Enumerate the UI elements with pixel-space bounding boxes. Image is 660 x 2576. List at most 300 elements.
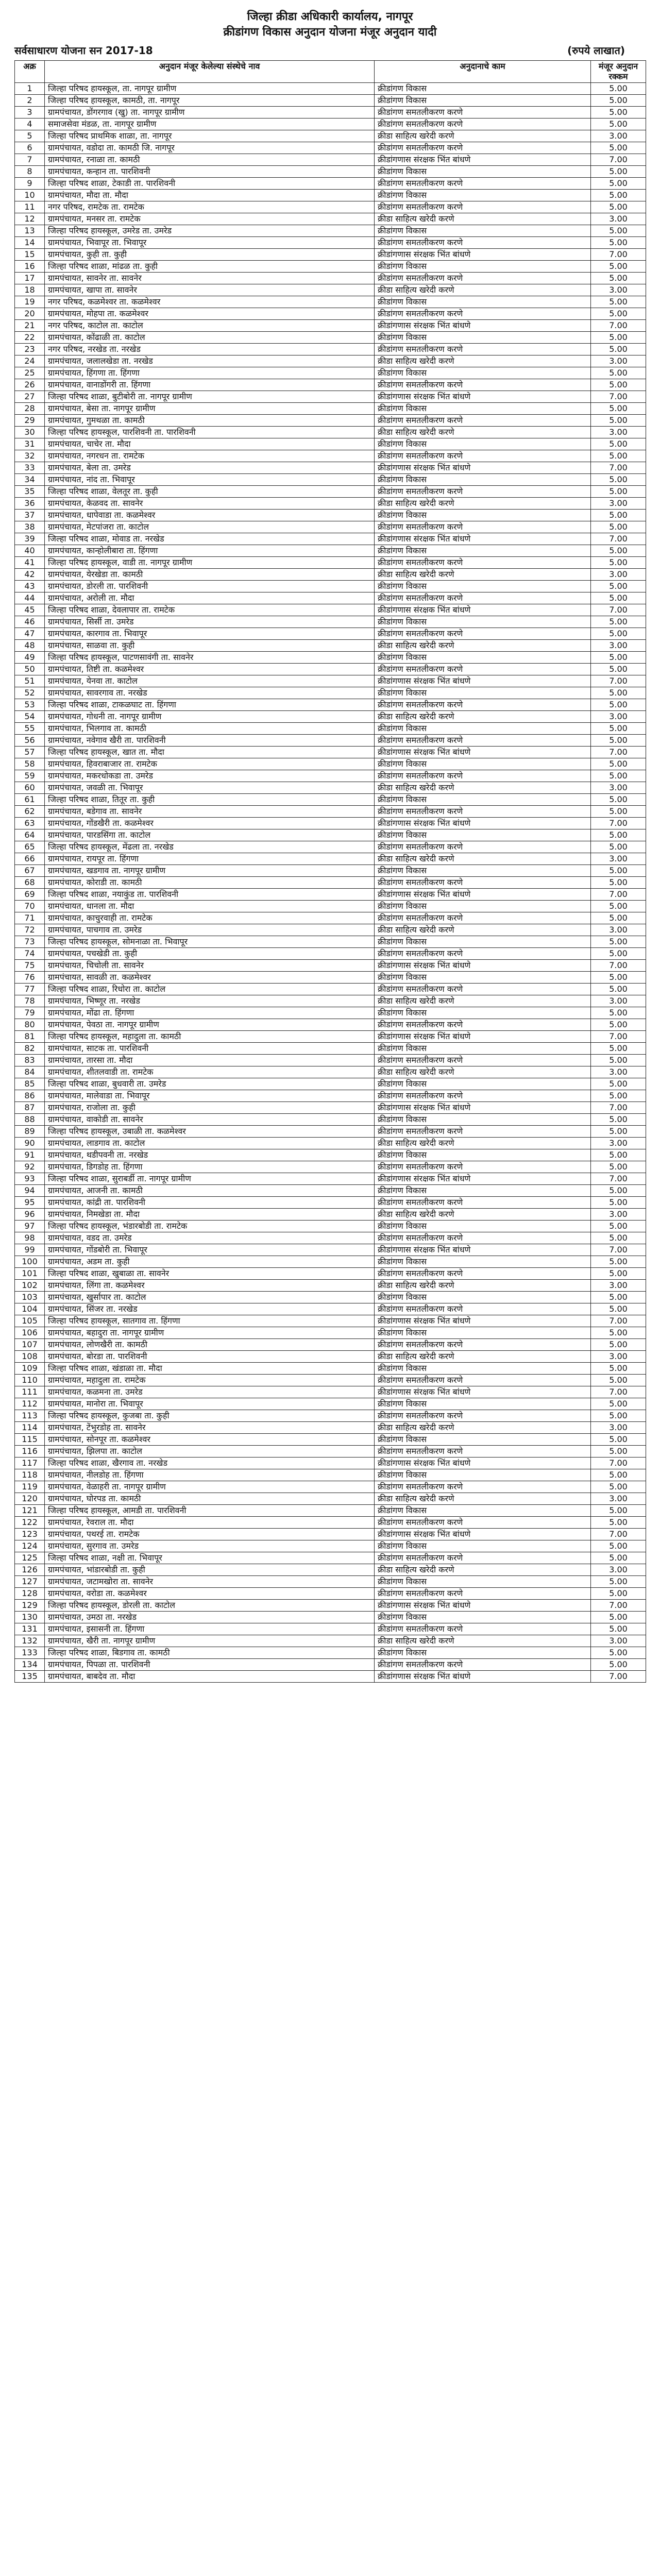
amount-cell: 5.00 <box>591 1588 646 1600</box>
serial-cell: 8 <box>15 166 45 178</box>
serial-cell: 77 <box>15 984 45 995</box>
serial-cell: 10 <box>15 190 45 201</box>
work-cell: क्रीडा साहित्य खरेदी करणे <box>375 853 591 865</box>
amount-cell: 5.00 <box>591 403 646 415</box>
institution-cell: जिल्हा परिषद शाळा, बुधवारी ता. उमरेड <box>45 1078 375 1090</box>
table-row <box>15 201 646 213</box>
work-cell: क्रीडांगण समतलीकरण करणे <box>375 1481 591 1493</box>
institution-cell: नगर परिषद, काटोल ता. काटोल <box>45 320 375 332</box>
institution-cell: ग्रामपंचायत, वरोडा ता. कळमेश्वर <box>45 1588 375 1600</box>
institution-cell: ग्रामपंचायत, चिचोली ता. सावनेर <box>45 960 375 972</box>
institution-cell: ग्रामपंचायत, मानोरा ता. भिवापूर <box>45 1398 375 1410</box>
amount-cell: 5.00 <box>591 1292 646 1303</box>
work-cell: क्रीडांगण समतलीकरण करणे <box>375 379 591 391</box>
table-row <box>15 1446 646 1458</box>
serial-cell: 21 <box>15 320 45 332</box>
institution-cell: ग्रामपंचायत, बोरडा ता. पारशिवनी <box>45 1351 375 1363</box>
work-cell: क्रीडांगण विकास <box>375 1398 591 1410</box>
work-cell: क्रीडांगण समतलीकरण करणे <box>375 1375 591 1386</box>
table-row <box>15 178 646 190</box>
institution-cell: जिल्हा परिषद शाळा, टेकाडी ता. पारशिवनी <box>45 178 375 190</box>
table-row <box>15 628 646 640</box>
institution-cell: ग्रामपंचायत, पचखेडी ता. कुही <box>45 948 375 960</box>
table-row <box>15 687 646 699</box>
institution-cell: जिल्हा परिषद हायस्कूल, महादुला ता. कामठी <box>45 1031 375 1043</box>
amount-cell: 5.00 <box>591 1327 646 1339</box>
serial-cell: 54 <box>15 711 45 723</box>
institution-cell: ग्रामपंचायत, जलालखेडा ता. नरखेड <box>45 355 375 367</box>
work-cell: क्रीडांगण समतलीकरण करणे <box>375 984 591 995</box>
amount-cell: 3.00 <box>591 1066 646 1078</box>
serial-cell: 130 <box>15 1612 45 1623</box>
serial-cell: 127 <box>15 1576 45 1588</box>
table-row <box>15 984 646 995</box>
work-cell: क्रीडांगणास संरक्षक भिंत बांधणे <box>375 747 591 758</box>
serial-cell: 47 <box>15 628 45 640</box>
amount-cell: 3.00 <box>591 853 646 865</box>
table-row <box>15 889 646 901</box>
institution-cell: जिल्हा परिषद हायस्कूल, आमडी ता. पारशिवनी <box>45 1505 375 1517</box>
work-cell: क्रीडांगण विकास <box>375 1540 591 1552</box>
col-header-institution: अनुदान मंजूर केलेल्या संस्थेचे नाव <box>45 61 375 83</box>
table-row <box>15 273 646 284</box>
table-row <box>15 462 646 474</box>
serial-cell: 106 <box>15 1327 45 1339</box>
institution-cell: ग्रामपंचायत, सावनेर ता. सावनेर <box>45 273 375 284</box>
serial-cell: 66 <box>15 853 45 865</box>
serial-cell: 61 <box>15 794 45 806</box>
amount-cell: 5.00 <box>591 628 646 640</box>
table-row <box>15 1410 646 1422</box>
serial-cell: 42 <box>15 569 45 581</box>
work-cell: क्रीडांगण समतलीकरण करणे <box>375 1197 591 1209</box>
institution-cell: जिल्हा परिषद शाळा, बुटीबोरी ता. नागपूर ग्रामीण <box>45 391 375 403</box>
table-row <box>15 237 646 249</box>
table-row <box>15 533 646 545</box>
table-row <box>15 296 646 308</box>
table-row <box>15 545 646 557</box>
table-row <box>15 1327 646 1339</box>
institution-cell: ग्रामपंचायत, कारगाव ता. भिवापूर <box>45 628 375 640</box>
serial-cell: 97 <box>15 1221 45 1232</box>
table-row <box>15 438 646 450</box>
table-row <box>15 711 646 723</box>
work-cell: क्रीडांगण समतलीकरण करणे <box>375 1019 591 1031</box>
work-cell: क्रीडांगण समतलीकरण करणे <box>375 1126 591 1138</box>
amount-cell: 5.00 <box>591 652 646 664</box>
amount-cell: 7.00 <box>591 1386 646 1398</box>
table-row <box>15 1635 646 1647</box>
work-cell: क्रीडांगण विकास <box>375 332 591 344</box>
serial-cell: 82 <box>15 1043 45 1055</box>
institution-cell: ग्रामपंचायत, धापेवाडा ता. कळमेश्वर <box>45 510 375 521</box>
serial-cell: 36 <box>15 498 45 510</box>
sub-header-row <box>14 43 646 57</box>
amount-cell: 5.00 <box>591 687 646 699</box>
table-row <box>15 1126 646 1138</box>
work-cell: क्रीडांगण विकास <box>375 1221 591 1232</box>
work-cell: क्रीडांगणास संरक्षक भिंत बांधणे <box>375 1529 591 1540</box>
amount-cell: 5.00 <box>591 758 646 770</box>
serial-cell: 110 <box>15 1375 45 1386</box>
work-cell: क्रीडांगण विकास <box>375 403 591 415</box>
amount-cell: 5.00 <box>591 829 646 841</box>
institution-cell: ग्रामपंचायत, जटामखोरा ता. सावनेर <box>45 1576 375 1588</box>
work-cell: क्रीडा साहित्य खरेदी करणे <box>375 427 591 438</box>
institution-cell: ग्रामपंचायत, नांद ता. भिवापूर <box>45 474 375 486</box>
amount-cell: 5.00 <box>591 1375 646 1386</box>
table-row <box>15 1481 646 1493</box>
work-cell: क्रीडांगण विकास <box>375 1078 591 1090</box>
amount-cell: 7.00 <box>591 1458 646 1469</box>
serial-cell: 9 <box>15 178 45 190</box>
table-row <box>15 521 646 533</box>
amount-cell: 5.00 <box>591 770 646 782</box>
table-row <box>15 1292 646 1303</box>
work-cell: क्रीडा साहित्य खरेदी करणे <box>375 1422 591 1434</box>
work-cell: क्रीडांगणास संरक्षक भिंत बांधणे <box>375 1386 591 1398</box>
work-cell: क्रीडांगण विकास <box>375 936 591 948</box>
work-cell: क्रीडांगण समतलीकरण करणे <box>375 308 591 320</box>
work-cell: क्रीडा साहित्य खरेदी करणे <box>375 1351 591 1363</box>
work-cell: क्रीडांगण समतलीकरण करणे <box>375 699 591 711</box>
work-cell: क्रीडा साहित्य खरेदी करणे <box>375 213 591 225</box>
amount-cell: 5.00 <box>591 1043 646 1055</box>
amount-cell: 3.00 <box>591 1138 646 1149</box>
col-header-serial: अक्र <box>15 61 45 83</box>
amount-cell: 5.00 <box>591 1647 646 1659</box>
table-row <box>15 1588 646 1600</box>
amount-cell: 5.00 <box>591 545 646 557</box>
amount-cell: 5.00 <box>591 344 646 355</box>
table-row <box>15 355 646 367</box>
work-cell: क्रीडांगण समतलीकरण करणे <box>375 877 591 889</box>
serial-cell: 118 <box>15 1469 45 1481</box>
amount-cell: 5.00 <box>591 178 646 190</box>
serial-cell: 116 <box>15 1446 45 1458</box>
table-row <box>15 284 646 296</box>
amount-cell: 7.00 <box>591 249 646 261</box>
table-row <box>15 308 646 320</box>
institution-cell: ग्रामपंचायत, वडद ता. उमरेड <box>45 1232 375 1244</box>
serial-cell: 50 <box>15 664 45 675</box>
table-row <box>15 1280 646 1292</box>
amount-cell: 5.00 <box>591 1469 646 1481</box>
work-cell: क्रीडांगण विकास <box>375 901 591 912</box>
institution-cell: जिल्हा परिषद शाळा, बिडगाव ता. कामठी <box>45 1647 375 1659</box>
work-cell: क्रीडांगणास संरक्षक भिंत बांधणे <box>375 604 591 616</box>
table-row <box>15 213 646 225</box>
table-header-row <box>15 61 646 83</box>
serial-cell: 2 <box>15 95 45 107</box>
serial-cell: 123 <box>15 1529 45 1540</box>
table-row <box>15 1173 646 1185</box>
work-cell: क्रीडांगण विकास <box>375 581 591 592</box>
table-row <box>15 1517 646 1529</box>
institution-cell: ग्रामपंचायत, शीतलवाडी ता. रामटेक <box>45 1066 375 1078</box>
serial-cell: 72 <box>15 924 45 936</box>
amount-cell: 5.00 <box>591 1410 646 1422</box>
serial-cell: 16 <box>15 261 45 273</box>
amount-cell: 7.00 <box>591 675 646 687</box>
institution-cell: जिल्हा परिषद शाळा, खुबाळा ता. सावनेर <box>45 1268 375 1280</box>
table-row <box>15 1375 646 1386</box>
work-cell: क्रीडांगण विकास <box>375 1469 591 1481</box>
amount-cell: 3.00 <box>591 640 646 652</box>
table-row <box>15 1386 646 1398</box>
table-row <box>15 1303 646 1315</box>
institution-cell: ग्रामपंचायत, नीलडोह ता. हिंगणा <box>45 1469 375 1481</box>
amount-cell: 3.00 <box>591 569 646 581</box>
work-cell: क्रीडांगण विकास <box>375 723 591 735</box>
work-cell: क्रीडांगण विकास <box>375 865 591 877</box>
work-cell: क्रीडांगण विकास <box>375 225 591 237</box>
table-row <box>15 1600 646 1612</box>
work-cell: क्रीडांगण विकास <box>375 261 591 273</box>
amount-cell: 5.00 <box>591 225 646 237</box>
serial-cell: 7 <box>15 154 45 166</box>
amount-cell: 7.00 <box>591 533 646 545</box>
amount-cell: 5.00 <box>591 806 646 818</box>
serial-cell: 34 <box>15 474 45 486</box>
institution-cell: ग्रामपंचायत, मालेवाडा ता. भिवापूर <box>45 1090 375 1102</box>
table-row <box>15 1434 646 1446</box>
table-row <box>15 995 646 1007</box>
institution-cell: ग्रामपंचायत, महादुला ता. रामटेक <box>45 1375 375 1386</box>
work-cell: क्रीडांगण विकास <box>375 1647 591 1659</box>
table-row <box>15 652 646 664</box>
institution-cell: ग्रामपंचायत, हिंगणा ता. हिंगणा <box>45 367 375 379</box>
table-row <box>15 1505 646 1517</box>
serial-cell: 80 <box>15 1019 45 1031</box>
serial-cell: 3 <box>15 107 45 118</box>
serial-cell: 135 <box>15 1671 45 1683</box>
table-row <box>15 1351 646 1363</box>
amount-cell: 5.00 <box>591 948 646 960</box>
work-cell: क्रीडांगणास संरक्षक भिंत बांधणे <box>375 533 591 545</box>
work-cell: क्रीडा साहित्य खरेदी करणे <box>375 640 591 652</box>
institution-cell: ग्रामपंचायत, पारडसिंगा ता. काटोल <box>45 829 375 841</box>
amount-cell: 3.00 <box>591 711 646 723</box>
amount-cell: 5.00 <box>591 142 646 154</box>
table-row <box>15 1256 646 1268</box>
table-row <box>15 474 646 486</box>
institution-cell: जिल्हा परिषद शाळा, वेलतूर ता. कुही <box>45 486 375 498</box>
table-row <box>15 557 646 569</box>
serial-cell: 85 <box>15 1078 45 1090</box>
table-row <box>15 1055 646 1066</box>
serial-cell: 75 <box>15 960 45 972</box>
amount-cell: 5.00 <box>591 83 646 95</box>
serial-cell: 128 <box>15 1588 45 1600</box>
serial-cell: 70 <box>15 901 45 912</box>
institution-cell: ग्रामपंचायत, बेसा ता. नागपूर ग्रामीण <box>45 403 375 415</box>
serial-cell: 125 <box>15 1552 45 1564</box>
table-row <box>15 1659 646 1671</box>
work-cell: क्रीडा साहित्य खरेदी करणे <box>375 995 591 1007</box>
amount-cell: 5.00 <box>591 984 646 995</box>
work-cell: क्रीडांगण विकास <box>375 510 591 521</box>
institution-cell: ग्रामपंचायत, भिवापूर ता. भिवापूर <box>45 237 375 249</box>
serial-cell: 38 <box>15 521 45 533</box>
institution-cell: ग्रामपंचायत, तारसा ता. मौदा <box>45 1055 375 1066</box>
work-cell: क्रीडांगणास संरक्षक भिंत बांधणे <box>375 960 591 972</box>
amount-cell: 5.00 <box>591 308 646 320</box>
table-row <box>15 1647 646 1659</box>
work-cell: क्रीडांगण विकास <box>375 1149 591 1161</box>
institution-cell: ग्रामपंचायत, लाडगाव ता. काटोल <box>45 1138 375 1149</box>
amount-cell: 5.00 <box>591 273 646 284</box>
institution-cell: ग्रामपंचायत, बहादुरा ता. नागपूर ग्रामीण <box>45 1327 375 1339</box>
table-row <box>15 1493 646 1505</box>
amount-cell: 7.00 <box>591 747 646 758</box>
amount-cell: 5.00 <box>591 1481 646 1493</box>
table-row <box>15 1623 646 1635</box>
institution-cell: जिल्हा परिषद शाळा, मोवाड ता. नरखेड <box>45 533 375 545</box>
work-cell: क्रीडांगण विकास <box>375 95 591 107</box>
amount-cell: 5.00 <box>591 201 646 213</box>
table-row <box>15 1197 646 1209</box>
serial-cell: 59 <box>15 770 45 782</box>
table-row <box>15 1031 646 1043</box>
institution-cell: ग्रामपंचायत, सिंजर ता. नरखेड <box>45 1303 375 1315</box>
amount-cell: 7.00 <box>591 462 646 474</box>
work-cell: क्रीडांगण समतलीकरण करणे <box>375 1268 591 1280</box>
amount-cell: 3.00 <box>591 130 646 142</box>
table-row <box>15 1540 646 1552</box>
institution-cell: ग्रामपंचायत, गोधनी ता. नागपूर ग्रामीण <box>45 711 375 723</box>
institution-cell: ग्रामपंचायत, थडीपवनी ता. नरखेड <box>45 1149 375 1161</box>
table-row <box>15 166 646 178</box>
work-cell: क्रीडा साहित्य खरेदी करणे <box>375 1066 591 1078</box>
institution-cell: ग्रामपंचायत, येरखेडा ता. कामठी <box>45 569 375 581</box>
table-row <box>15 486 646 498</box>
table-row <box>15 344 646 355</box>
table-row <box>15 1398 646 1410</box>
serial-cell: 99 <box>15 1244 45 1256</box>
institution-cell: ग्रामपंचायत, धानला ता. मौदा <box>45 901 375 912</box>
institution-cell: ग्रामपंचायत, नगरधन ता. रामटेक <box>45 450 375 462</box>
amount-cell: 5.00 <box>591 1019 646 1031</box>
work-cell: क्रीडांगण समतलीकरण करणे <box>375 735 591 747</box>
institution-cell: जिल्हा परिषद शाळा, मांढळ ता. कुही <box>45 261 375 273</box>
table-row <box>15 865 646 877</box>
institution-cell: ग्रामपंचायत, बडेगाव ता. सावनेर <box>45 806 375 818</box>
serial-cell: 129 <box>15 1600 45 1612</box>
table-row <box>15 450 646 462</box>
serial-cell: 78 <box>15 995 45 1007</box>
serial-cell: 111 <box>15 1386 45 1398</box>
amount-cell: 5.00 <box>591 1303 646 1315</box>
serial-cell: 26 <box>15 379 45 391</box>
work-cell: क्रीडा साहित्य खरेदी करणे <box>375 130 591 142</box>
table-row <box>15 154 646 166</box>
work-cell: क्रीडा साहित्य खरेदी करणे <box>375 498 591 510</box>
table-row <box>15 829 646 841</box>
work-cell: क्रीडांगण समतलीकरण करणे <box>375 1517 591 1529</box>
work-cell: क्रीडांगण विकास <box>375 616 591 628</box>
table-row <box>15 1209 646 1221</box>
serial-cell: 35 <box>15 486 45 498</box>
institution-cell: ग्रामपंचायत, रायपूर ता. हिंगणा <box>45 853 375 865</box>
work-cell: क्रीडांगण विकास <box>375 1327 591 1339</box>
work-cell: क्रीडांगण समतलीकरण करणे <box>375 1623 591 1635</box>
amount-cell: 3.00 <box>591 498 646 510</box>
serial-cell: 13 <box>15 225 45 237</box>
serial-cell: 83 <box>15 1055 45 1066</box>
work-cell: क्रीडांगणास संरक्षक भिंत बांधणे <box>375 462 591 474</box>
table-row <box>15 699 646 711</box>
institution-cell: ग्रामपंचायत, राजोला ता. कुही <box>45 1102 375 1114</box>
table-row <box>15 723 646 735</box>
work-cell: क्रीडांगण समतलीकरण करणे <box>375 948 591 960</box>
amount-cell: 5.00 <box>591 1505 646 1517</box>
table-row <box>15 510 646 521</box>
serial-cell: 107 <box>15 1339 45 1351</box>
serial-cell: 28 <box>15 403 45 415</box>
table-row <box>15 1102 646 1114</box>
amount-cell: 5.00 <box>591 735 646 747</box>
institution-cell: ग्रामपंचायत, लिंगा ता. कळमेश्वर <box>45 1280 375 1292</box>
table-row <box>15 83 646 95</box>
table-row <box>15 1529 646 1540</box>
amount-cell: 7.00 <box>591 1244 646 1256</box>
table-row <box>15 498 646 510</box>
work-cell: क्रीडांगण समतलीकरण करणे <box>375 450 591 462</box>
table-row <box>15 320 646 332</box>
table-row <box>15 735 646 747</box>
serial-cell: 101 <box>15 1268 45 1280</box>
serial-cell: 57 <box>15 747 45 758</box>
table-row <box>15 1161 646 1173</box>
work-cell: क्रीडांगणास संरक्षक भिंत बांधणे <box>375 320 591 332</box>
table-row <box>15 569 646 581</box>
work-cell: क्रीडांगणास संरक्षक भिंत बांधणे <box>375 1671 591 1683</box>
work-cell: क्रीडा साहित्य खरेदी करणे <box>375 1564 591 1576</box>
amount-cell: 5.00 <box>591 332 646 344</box>
amount-cell: 3.00 <box>591 284 646 296</box>
amount-unit-label: (रुपये लाखात) <box>567 44 625 57</box>
serial-cell: 18 <box>15 284 45 296</box>
serial-cell: 29 <box>15 415 45 427</box>
table-row <box>15 249 646 261</box>
work-cell: क्रीडांगण समतलीकरण करणे <box>375 1232 591 1244</box>
institution-cell: ग्रामपंचायत, काचुरवाही ता. रामटेक <box>45 912 375 924</box>
table-row <box>15 794 646 806</box>
work-cell: क्रीडांगणास संरक्षक भिंत बांधणे <box>375 1315 591 1327</box>
table-row <box>15 1221 646 1232</box>
scheme-title: क्रीडांगण विकास अनुदान योजना मंजूर अनुदान यादी <box>223 26 437 39</box>
serial-cell: 88 <box>15 1114 45 1126</box>
table-row <box>15 1612 646 1623</box>
amount-cell: 5.00 <box>591 699 646 711</box>
work-cell: क्रीडांगण समतलीकरण करणे <box>375 912 591 924</box>
work-cell: क्रीडांगण समतलीकरण करणे <box>375 664 591 675</box>
amount-cell: 5.00 <box>591 1055 646 1066</box>
institution-cell: ग्रामपंचायत, घोरपड ता. कामठी <box>45 1493 375 1505</box>
work-cell: क्रीडा साहित्य खरेदी करणे <box>375 284 591 296</box>
serial-cell: 62 <box>15 806 45 818</box>
institution-cell: नगर परिषद, कळमेश्वर ता. कळमेश्वर <box>45 296 375 308</box>
table-row <box>15 391 646 403</box>
amount-cell: 5.00 <box>591 1659 646 1671</box>
institution-cell: ग्रामपंचायत, सोनपूर ता. कळमेश्वर <box>45 1434 375 1446</box>
table-row <box>15 581 646 592</box>
table-row <box>15 1564 646 1576</box>
table-row <box>15 912 646 924</box>
serial-cell: 44 <box>15 592 45 604</box>
table-row <box>15 924 646 936</box>
